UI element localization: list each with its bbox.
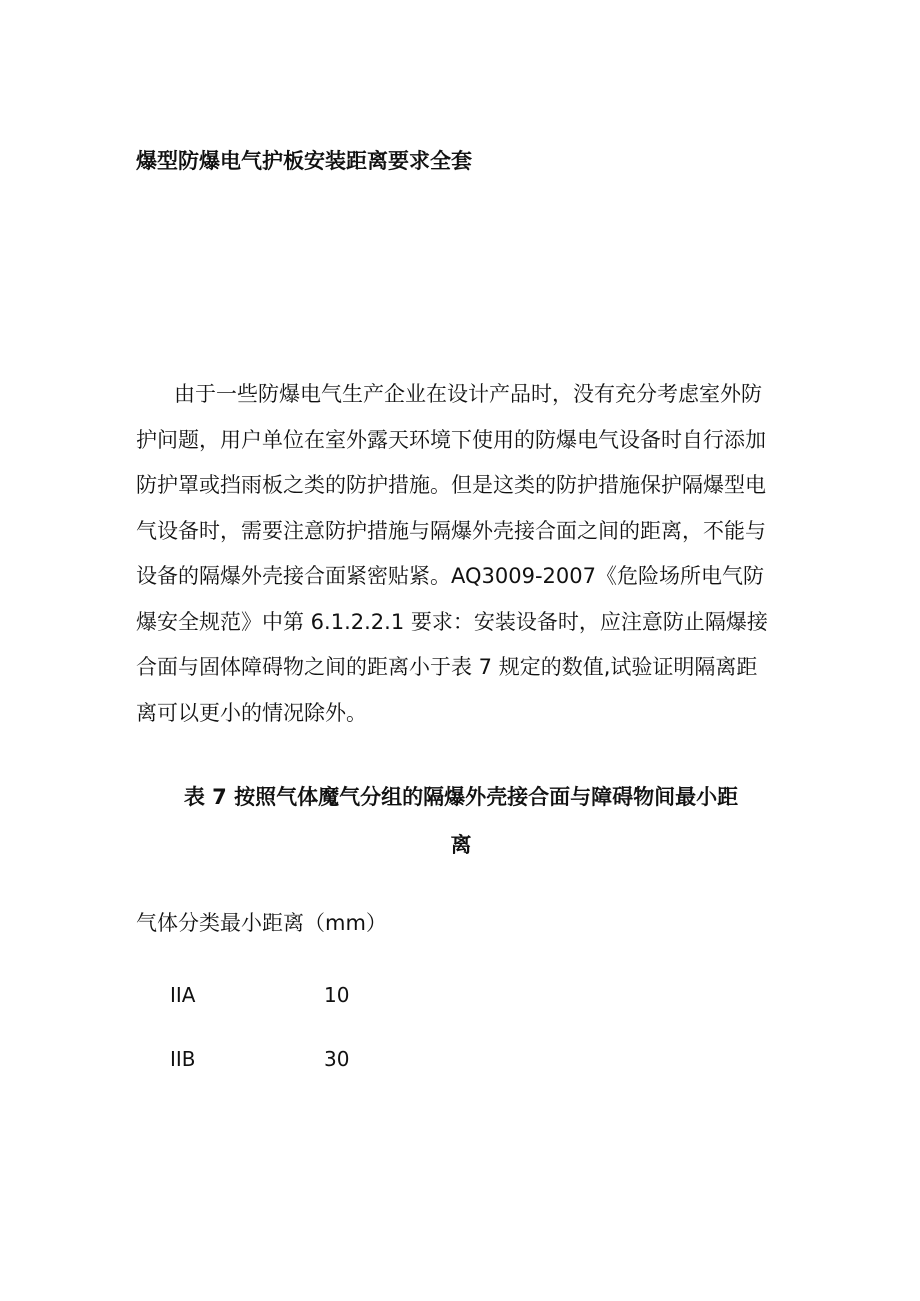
gas-group-cell: IIA [170,983,196,1007]
document-title: 爆型防爆电气护板安装距离要求全套 [136,149,472,173]
body-paragraph [136,372,786,736]
paragraph-line: 护问题，用户单位在室外露天环境下使用的防爆电气设备时自行添加 [136,427,766,452]
table-row [170,980,349,1010]
paragraph-line: 合面与固体障碍物之间的距离小于表 7 规定的数值,试验证明隔离距 [136,655,758,679]
paragraph-line: 由于一些防爆电气生产企业在设计产品时，没有充分考虑室外防 [174,382,762,406]
paragraph-line: 离可以更小的情况除外。 [136,700,367,725]
paragraph-line: 设备的隔爆外壳接合面紧密贴紧。AQ3009-2007《危险场所电气防 [136,564,764,588]
gas-group-cell: IIB [170,1047,196,1071]
min-distance-cell: 10 [324,983,350,1007]
table-caption-continued: 离 [450,833,472,857]
table-header: 气体分类最小距离（mm） [136,911,387,935]
min-distance-cell: 30 [324,1047,350,1071]
table-row [170,1044,349,1074]
paragraph-line: 爆安全规范》中第 6.1.2.2.1 要求：安装设备时，应注意防止隔爆接 [136,609,768,634]
table-caption: 表 7 按照气体魔气分组的隔爆外壳接合面与障碍物间最小距 [183,785,739,809]
paragraph-line: 防护罩或挡雨板之类的防护措施。但是这类的防护措施保护隔爆型电 [136,473,766,497]
paragraph-line: 气设备时，需要注意防护措施与隔爆外壳接合面之间的距离，不能与 [136,518,766,543]
